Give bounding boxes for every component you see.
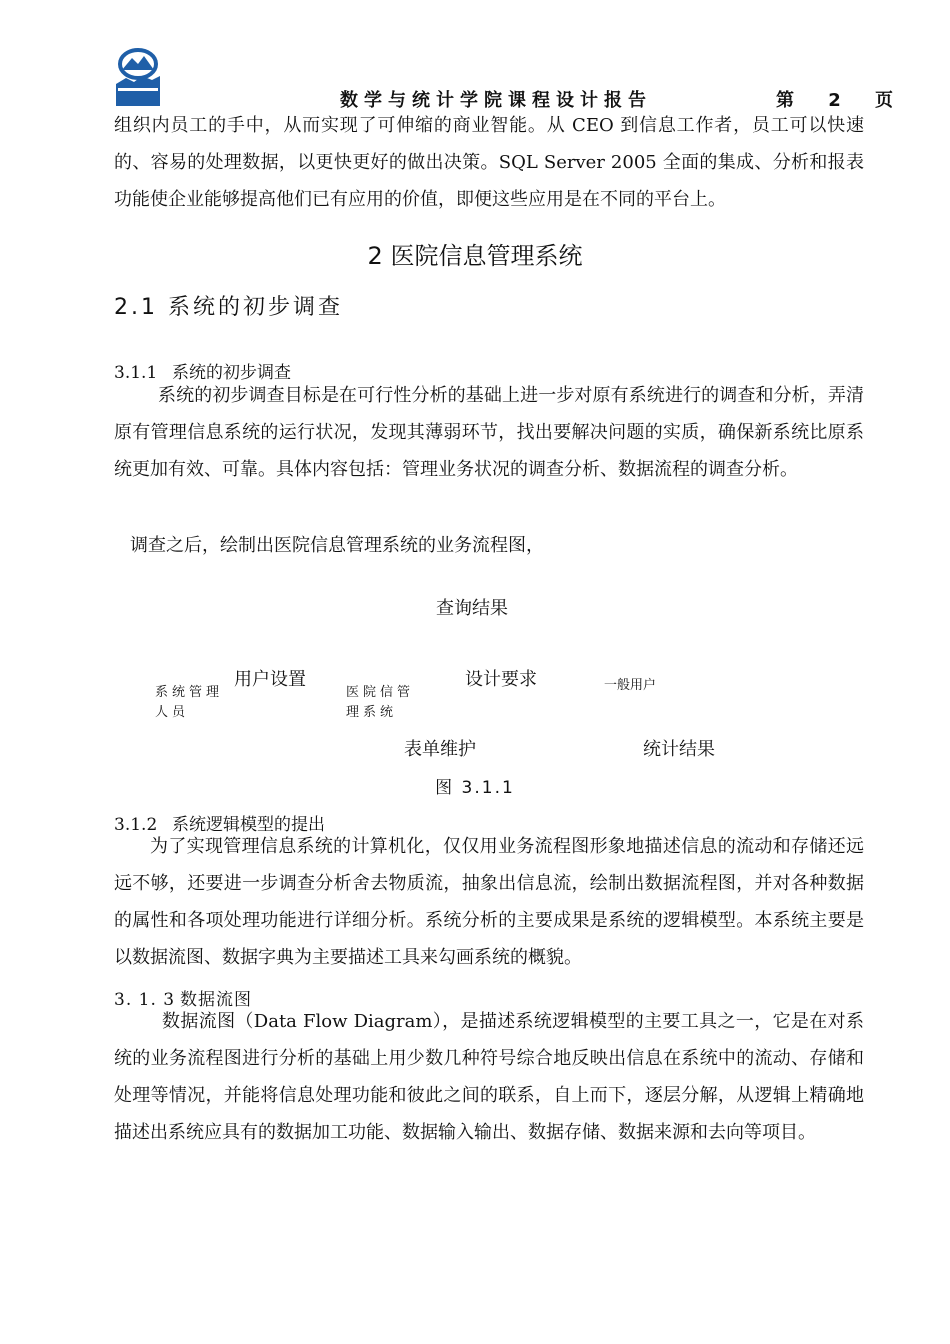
diagram-query-result: 查询结果 — [436, 598, 508, 619]
paragraph-3-1-2: 为了实现管理信息系统的计算机化，仅仅用业务流程图形象地描述信息的流动和存储还远远不够，还要进一步调查分析舍去物质流，抽象出信息流，绘制出数据流程图，并对各种数据的属性和各项处理功能进行详细分析。系统分析的主要成果是系统的逻辑模型。本系统主要是以数据流图、数据字典为主要描述工具来勾画系统的概貌。 — [114, 836, 864, 968]
subsection-number: 3. 1. 3 — [114, 990, 176, 1010]
subsection-number: 3.1.2 — [114, 815, 158, 835]
figure-caption: 图 3.1.1 — [435, 778, 515, 798]
diagram-statistics-result: 统计结果 — [643, 739, 715, 760]
flow-intro-paragraph: 调查之后，绘制出医院信息管理系统的业务流程图， — [130, 535, 544, 556]
diagram-hospital-info-system: 医院信管理系统 — [346, 685, 415, 720]
subsection-title: 数据流图 — [180, 990, 252, 1010]
diagram-system-admin: 系统管理人员 — [155, 685, 224, 720]
diagram-general-user: 一般用户 — [604, 678, 657, 693]
subsection-number: 3.1.1 — [114, 363, 158, 383]
paragraph-3-1-3: 数据流图（Data Flow Diagram），是描述系统逻辑模型的主要工具之一，它是在对系统的业务流程图进行分析的基础上用少数几种符号综合地反映出信息在系统中的流动、存储和处理等情况，并能将信息处理功能和彼此之间的联系，自上而下，逐层分解，从逻辑上精确地描述出系统应具有的数据加工功能、数据输入输出、数据存储、数据来源和去向等项目。 — [114, 1011, 864, 1143]
paragraph-3-1-1: 系统的初步调查目标是在可行性分析的基础上进一步对原有系统进行的调查和分析，弄清原有管理信息系统的运行状况，发现其薄弱环节，找出要解决问题的实质，确保新系统比原系统更加有效、可靠。具体内容包括：管理业务状况的调查分析、数据流程的调查分析。 — [114, 385, 864, 480]
university-logo — [112, 44, 164, 106]
subsection-title: 系统逻辑模型的提出 — [172, 815, 325, 835]
diagram-design-requirements: 设计要求 — [465, 669, 537, 690]
intro-paragraph: 组织内员工的手中，从而实现了可伸缩的商业智能。从 CEO 到信息工作者，员工可以快速的、容易的处理数据，以更快更好的做出决策。SQL Server 2005 全面的集成、分析和报表功能使企业能够提高他们已有应用的价值，即便这些应用是在不同的平台上。 — [114, 115, 864, 210]
subsection-title: 系统的初步调查 — [172, 363, 291, 383]
diagram-form-maintenance: 表单维护 — [404, 739, 476, 760]
diagram-user-settings: 用户设置 — [234, 669, 306, 690]
report-header-title: 数学与统计学院课程设计报告 — [340, 90, 652, 111]
page-number: 第 2 页 — [776, 90, 908, 111]
chapter-heading: 2 医院信息管理系统 — [367, 242, 583, 270]
section-heading: 2.1 系统的初步调查 — [114, 295, 343, 320]
